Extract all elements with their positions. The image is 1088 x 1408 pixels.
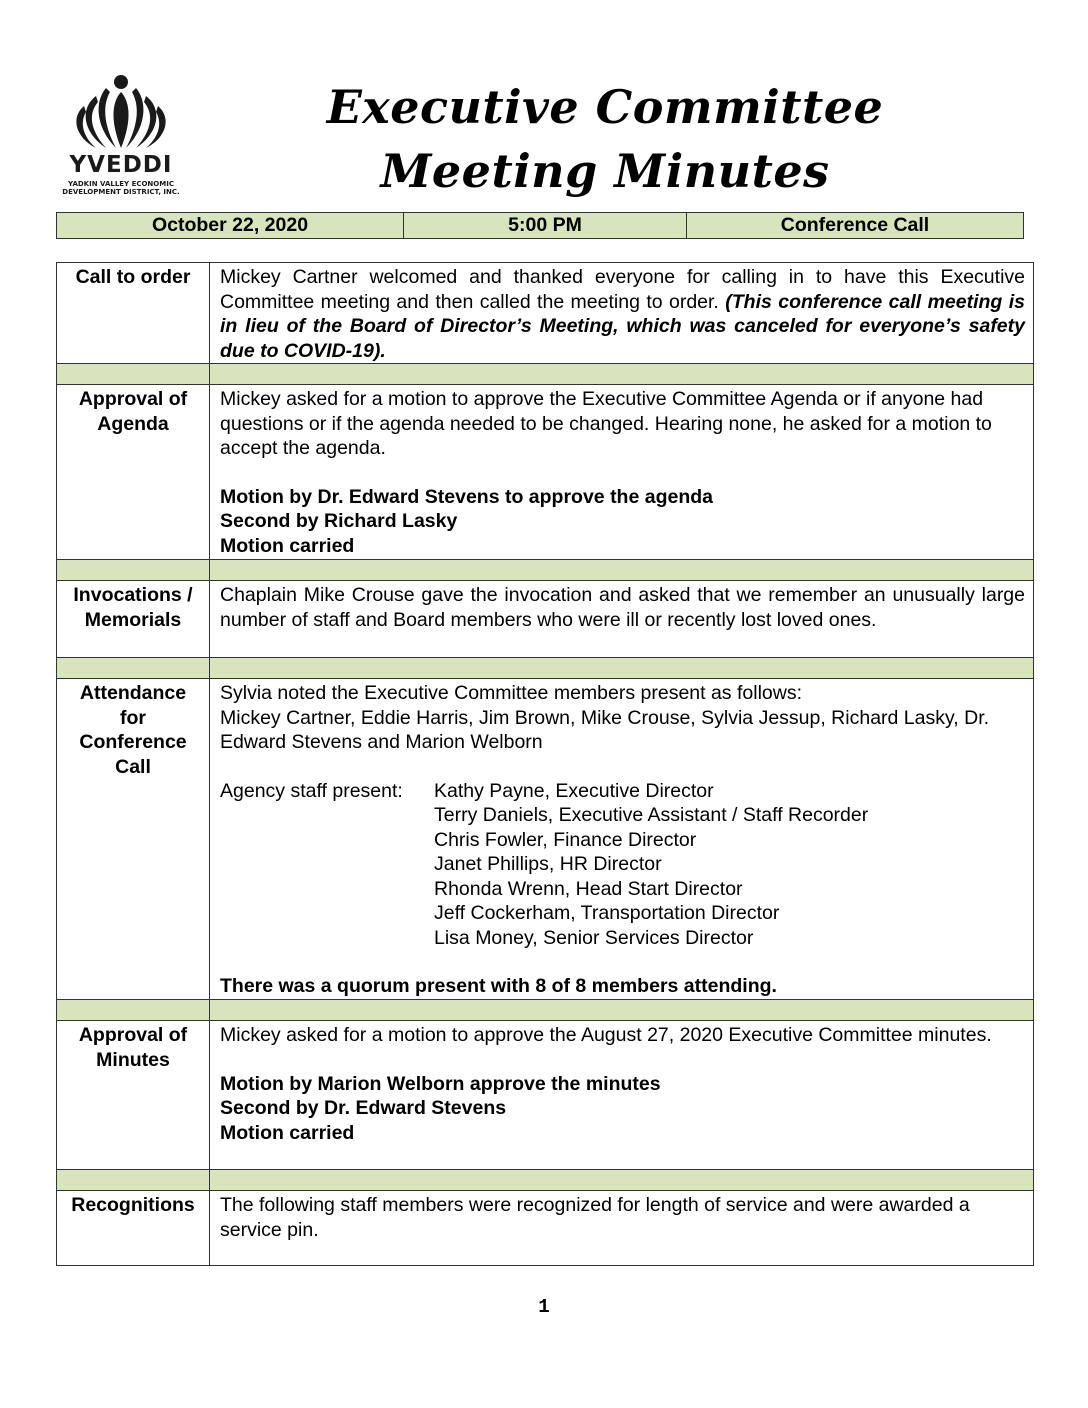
agenda-motion: Motion by Dr. Edward Stevens to approve the agenda [220,485,714,508]
agenda-second: Second by Richard Lasky [220,510,458,532]
staff-item: Chris Fowler, Finance Director [434,828,697,851]
meeting-info-table [56,212,1024,239]
label-line: Conference [79,731,187,753]
section-recognitions [57,1191,1034,1266]
logo-subtitle-line1: YADKIN VALLEY ECONOMIC [68,180,174,188]
attendance-members: Mickey Cartner, Eddie Harris, Jim Brown, Mike Crouse, Sylvia Jessup, Richard Lasky, Dr. Edward Stevens and Marion Welborn [220,706,990,753]
agenda-carried: Motion carried [220,534,355,557]
section-approval-minutes [57,1021,1034,1170]
staff-item: Lisa Money, Senior Services Director [434,926,754,949]
logo-name: YVEDDI [69,152,173,178]
staff-item: Terry Daniels, Executive Assistant / Staff Recorder [434,804,869,826]
section-content [210,385,1034,560]
meeting-date: October 22, 2020 [57,213,404,239]
attendance-intro: Sylvia noted the Executive Committee members present as follows: [220,682,803,704]
section-content: The following staff members were recognized for length of service and were awarded a service pin. [210,1191,1034,1266]
section-label [57,385,210,560]
section-content: Chaplain Mike Crouse gave the invocation and asked that we remember an unusually large number of staff and Board members who were ill or recently lost loved ones. [210,581,1034,658]
logo-subtitle-line2: DEVELOPMENT DISTRICT, INC. [62,188,180,196]
section-approval-agenda [57,385,1034,560]
page-title-line2: Meeting Minutes [380,144,830,198]
minutes-table [56,262,1034,1266]
spacer-row [57,1170,1034,1191]
staff-item: Rhonda Wrenn, Head Start Director [434,877,743,900]
section-content [210,263,1034,364]
staff-names [434,779,1025,951]
label-line: for [120,706,146,729]
meeting-time: 5:00 PM [404,213,687,239]
meeting-location: Conference Call [687,213,1024,239]
call-to-order-text: Mickey Cartner welcomed and thanked everyone for calling in to have this Executive Committee meeting and then called the meeting to order. [220,266,1025,313]
agenda-text: Mickey asked for a motion to approve the Executive Committee Agenda or if anyone had questions or if the agenda needed to be changed. Hearing none, he asked for a motion to accept the agenda. [220,388,992,459]
section-label: Call to order [57,263,210,364]
section-content [210,1021,1034,1170]
label-line: Agenda [97,412,169,435]
section-label: Recognitions [57,1191,210,1266]
spacer-row [57,364,1034,385]
section-label [57,1021,210,1170]
page-title-line1: Executive Committee [326,80,884,134]
section-label [57,679,210,1000]
call-to-order-note: (This conference call meeting is in lieu of the Board of Director’s Meeting, which was canceled for everyone’s safety due to COVID-19). [220,290,1025,362]
staff-label: Agency staff present: [220,779,403,802]
label-line: Approval of [78,1024,188,1046]
yveddi-figure-icon [58,74,184,154]
staff-item: Jeff Cockerham, Transportation Director [434,902,780,924]
yveddi-logo [58,74,188,204]
minutes-second: Second by Dr. Edward Stevens [220,1097,507,1119]
label-line: Call [115,755,151,778]
staff-item: Janet Phillips, HR Director [434,853,662,875]
minutes-motion: Motion by Marion Welborn approve the minutes [220,1072,661,1095]
section-content [210,679,1034,1000]
spacer-row [57,658,1034,679]
section-call-to-order [57,263,1034,364]
minutes-text: Mickey asked for a motion to approve the August 27, 2020 Executive Committee minutes. [220,1024,992,1046]
label-line: Approval of [78,388,188,410]
label-line: Memorials [84,608,182,631]
spacer-row [57,560,1034,581]
staff-item: Kathy Payne, Executive Director [434,779,714,802]
section-label [57,581,210,658]
logo-subtitle [58,180,184,196]
section-invocations [57,581,1034,658]
attendance-quorum: There was a quorum present with 8 of 8 members attending. [220,975,777,997]
label-line: Attendance [79,682,187,704]
staff-list [220,779,1025,951]
section-attendance [57,679,1034,1000]
page-number: 1 [538,1296,550,1318]
label-line: Minutes [96,1048,170,1071]
label-line: Invocations / [73,584,193,606]
minutes-carried: Motion carried [220,1121,355,1144]
spacer-row [57,1000,1034,1021]
